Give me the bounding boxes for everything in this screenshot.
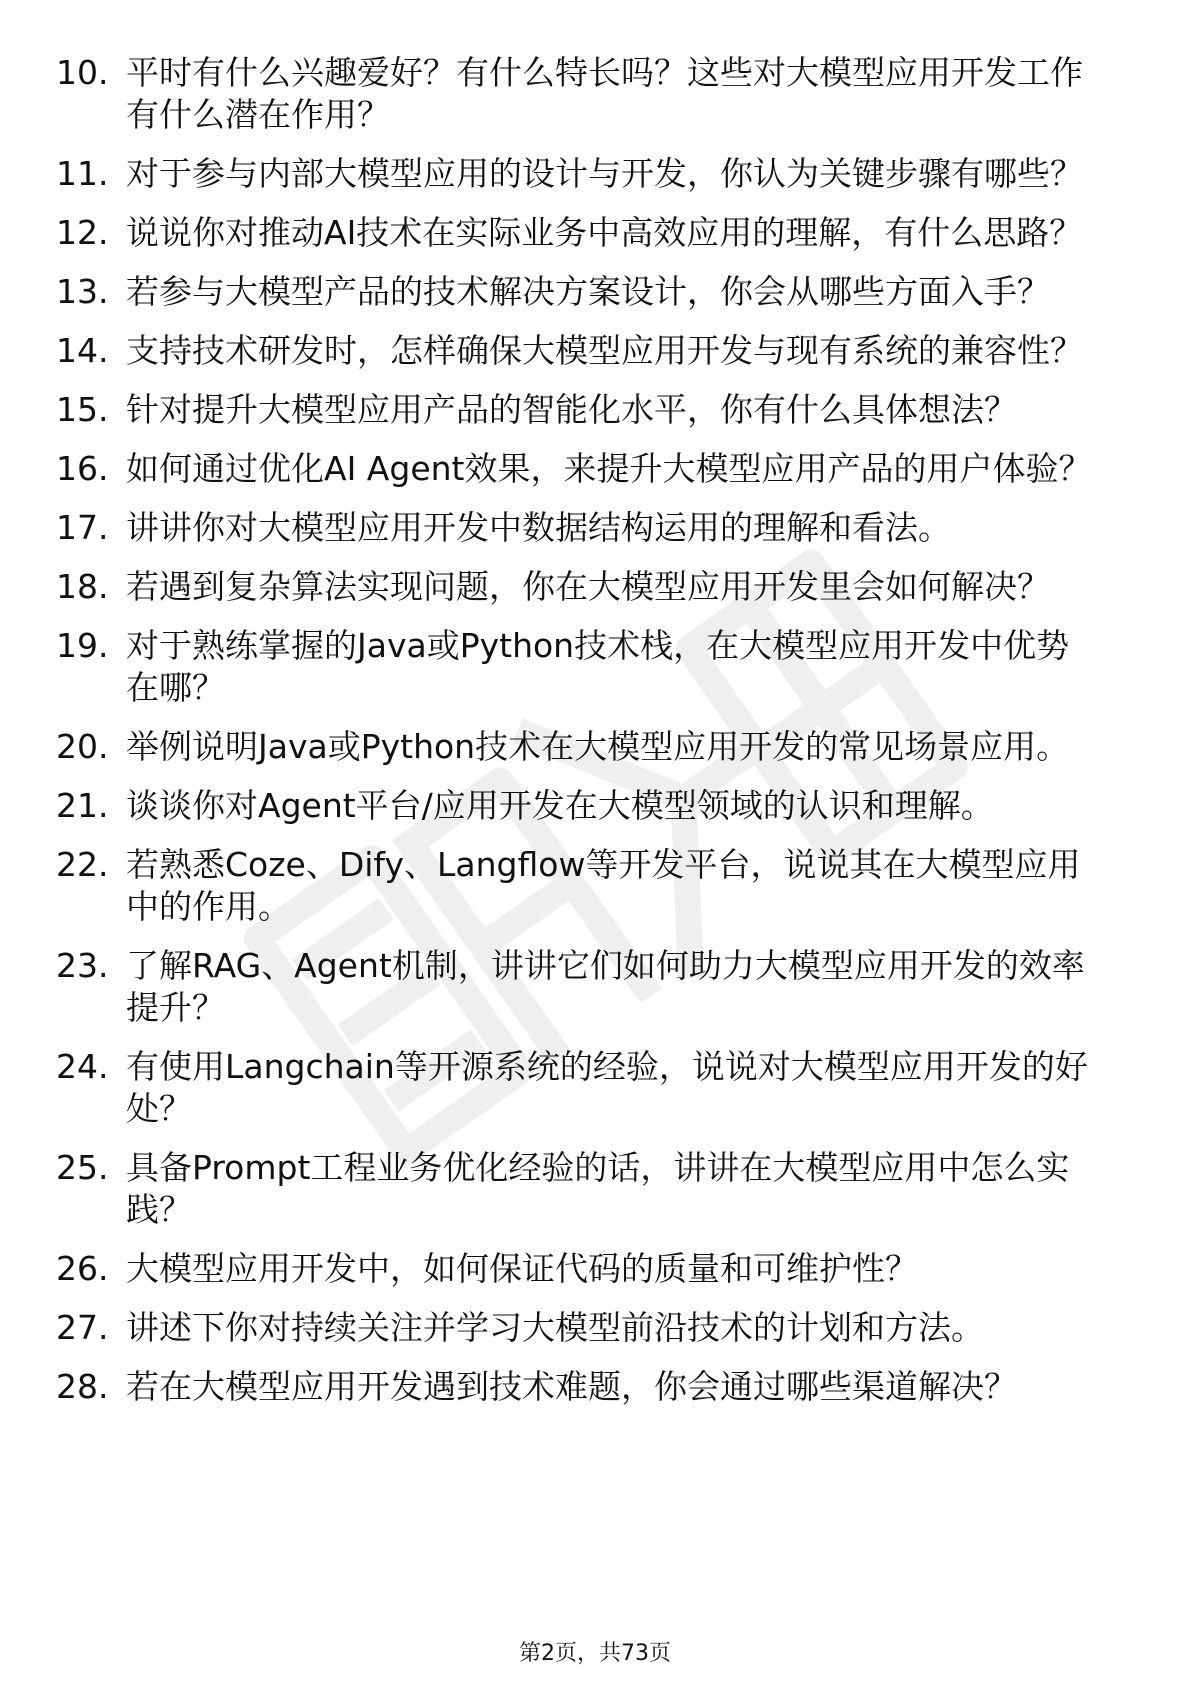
question-text: 对于熟练掌握的Java或Python技术栈，在大模型应用开发中优势在哪？ (126, 626, 1070, 707)
question-number: 13. (56, 272, 109, 311)
question-item (0, 448, 1190, 490)
document-body (0, 52, 1190, 1425)
question-item (0, 625, 1190, 709)
question-item (0, 945, 1190, 1029)
question-text: 大模型应用开发中，如何保证代码的质量和可维护性？ (126, 1249, 918, 1288)
question-number: 19. (56, 626, 109, 665)
question-number: 12. (56, 213, 109, 252)
question-list (0, 52, 1190, 1408)
question-number: 10. (56, 53, 109, 92)
question-number: 11. (56, 154, 109, 193)
question-item (0, 389, 1190, 431)
question-item (0, 271, 1190, 313)
question-text: 针对提升大模型应用产品的智能化水平，你有什么具体想法？ (126, 390, 1017, 429)
question-number: 26. (56, 1249, 109, 1288)
question-text: 了解RAG、Agent机制，讲讲它们如何助力大模型应用开发的效率提升？ (126, 946, 1085, 1027)
question-text: 讲讲你对大模型应用开发中数据结构运用的理解和看法。 (126, 508, 951, 547)
question-item (0, 1366, 1190, 1408)
question-text: 如何通过优化AI Agent效果，来提升大模型应用产品的用户体验？ (126, 449, 1092, 488)
question-number: 24. (56, 1047, 109, 1086)
question-text: 有使用Langchain等开源系统的经验，说说对大模型应用开发的好处？ (126, 1047, 1088, 1128)
question-text: 支持技术研发时，怎样确保大模型应用开发与现有系统的兼容性？ (126, 331, 1083, 370)
question-text: 平时有什么兴趣爱好？有什么特长吗？这些对大模型应用开发工作有什么潜在作用？ (126, 53, 1083, 134)
question-item (0, 1248, 1190, 1290)
question-number: 27. (56, 1308, 109, 1347)
question-number: 14. (56, 331, 109, 370)
question-number: 25. (56, 1148, 109, 1187)
page-indicator: 第2页，共73页 (519, 1641, 671, 1666)
question-number: 16. (56, 449, 109, 488)
question-number: 20. (56, 727, 109, 766)
question-item (0, 1046, 1190, 1130)
question-item (0, 726, 1190, 768)
question-text: 讲述下你对持续关注并学习大模型前沿技术的计划和方法。 (126, 1308, 984, 1347)
question-text: 谈谈你对Agent平台/应用开发在大模型领域的认识和理解。 (126, 786, 994, 825)
question-text: 对于参与内部大模型应用的设计与开发，你认为关键步骤有哪些？ (126, 154, 1083, 193)
question-number: 22. (56, 845, 109, 884)
question-number: 15. (56, 390, 109, 429)
question-number: 23. (56, 946, 109, 985)
question-item (0, 212, 1190, 254)
question-number: 18. (56, 567, 109, 606)
question-item (0, 1307, 1190, 1349)
question-item (0, 330, 1190, 372)
question-item (0, 844, 1190, 928)
question-text: 具备Prompt工程业务优化经验的话，讲讲在大模型应用中怎么实践？ (126, 1148, 1070, 1229)
question-number: 17. (56, 508, 109, 547)
question-item (0, 566, 1190, 608)
question-text: 若熟悉Coze、Dify、Langflow等开发平台，说说其在大模型应用中的作用。 (126, 845, 1081, 926)
question-number: 28. (56, 1367, 109, 1406)
question-item (0, 507, 1190, 549)
question-number: 21. (56, 786, 109, 825)
page-footer (0, 1641, 1190, 1667)
question-text: 说说你对推动AI技术在实际业务中高效应用的理解，有什么思路？ (126, 213, 1083, 252)
question-text: 若遇到复杂算法实现问题，你在大模型应用开发里会如何解决？ (126, 567, 1050, 606)
question-text: 若在大模型应用开发遇到技术难题，你会通过哪些渠道解决？ (126, 1367, 1017, 1406)
question-text: 举例说明Java或Python技术在大模型应用开发的常见场景应用。 (126, 727, 1070, 766)
question-text: 若参与大模型产品的技术解决方案设计，你会从哪些方面入手？ (126, 272, 1050, 311)
question-item (0, 153, 1190, 195)
question-item (0, 52, 1190, 136)
question-item (0, 785, 1190, 827)
question-item (0, 1147, 1190, 1231)
